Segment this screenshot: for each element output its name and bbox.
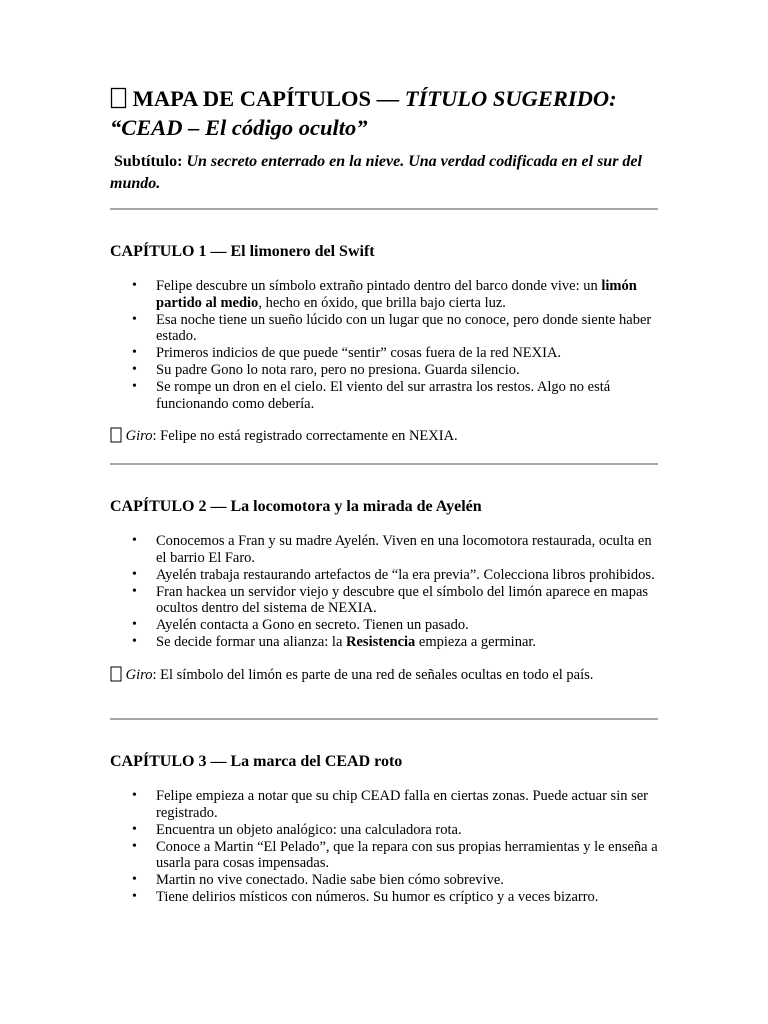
list-item: • Fran hackea un servidor viejo y descubre que el símbolo del limón aparece en mapas ocultos dentro del sistema de NEXIA. <box>132 583 649 616</box>
chapter-bullets <box>110 533 658 651</box>
missing-glyph-icon <box>110 666 122 682</box>
bullet-icon: • <box>132 533 137 548</box>
bullet-icon: • <box>132 345 137 360</box>
bullet-icon: • <box>132 362 137 377</box>
chapter-3 <box>110 752 658 906</box>
twist-label: Giro <box>125 666 153 683</box>
chapter-heading: CAPÍTULO 3 — La marca del CEAD roto <box>110 753 403 770</box>
chapter-1 <box>110 242 658 445</box>
chapter-heading: CAPÍTULO 2 — La locomotora y la mirada de Ayelén <box>110 498 482 515</box>
list-item: • Ayelén contacta a Gono en secreto. Tienen un pasado. <box>132 617 469 633</box>
bullet-icon: • <box>132 379 137 394</box>
divider <box>110 718 658 720</box>
bullet-icon: • <box>132 566 137 582</box>
bullet-icon: • <box>132 634 137 649</box>
list-item: • Esa noche tiene un sueño lúcido con un lugar que no conoce, pero donde siente haber estado. <box>132 311 652 344</box>
twist-text: : El símbolo del limón es parte de una red de señales ocultas en todo el país. <box>152 666 594 683</box>
list-item: • Encuentra un objeto analógico: una calculadora rota. <box>132 821 462 838</box>
twist-text: : Felipe no está registrado correctamente en NEXIA. <box>152 428 458 444</box>
list-item: • Se decide formar una alianza: la Resistencia empieza a germinar. <box>132 634 537 650</box>
chapter-twist <box>110 666 658 684</box>
subtitle-label: Subtítulo: <box>114 153 183 170</box>
list-item: • Conocemos a Fran y su madre Ayelén. Viven en una locomotora restaurada, oculta en el barrio El Faro. <box>132 533 652 566</box>
list-item: • Conoce a Martin “El Pelado”, que la repara con sus propias herramientas y le enseña a usarla para cosas impensadas. <box>132 838 658 871</box>
list-item: • Se rompe un dron en el cielo. El viento del sur arrastra los restos. Algo no está funcionando como debería. <box>132 379 611 412</box>
list-item: • Ayelén trabaja restaurando artefactos de “la era previa”. Colecciona libros prohibidos. <box>132 566 655 583</box>
chapter-heading: CAPÍTULO 1 — El limonero del Swift <box>110 243 375 260</box>
bullet-icon: • <box>132 278 137 293</box>
list-item: • Tiene delirios místicos con números. Su humor es críptico y a veces bizarro. <box>132 889 599 905</box>
chapter-bullets <box>110 278 658 412</box>
list-item: • Primeros indicios de que puede “sentir” cosas fuera de la red NEXIA. <box>132 345 562 361</box>
list-item: • Su padre Gono lo nota raro, pero no presiona. Guarda silencio. <box>132 362 520 378</box>
divider <box>110 463 658 465</box>
subtitle <box>110 151 658 195</box>
bullet-icon: • <box>132 821 137 837</box>
list-item: • Felipe empieza a notar que su chip CEAD falla en ciertas zonas. Puede actuar sin ser registrado. <box>132 788 649 821</box>
chapter-2 <box>110 497 658 684</box>
title-suggested: TÍTULO SUGERIDO: “CEAD – El código oculto” <box>110 86 617 140</box>
bullet-icon: • <box>132 583 137 599</box>
chapter-twist <box>110 427 658 445</box>
title-prefix: MAPA DE CAPÍTULOS — <box>132 86 405 111</box>
missing-glyph-icon <box>110 87 127 109</box>
list-item: • Felipe descubre un símbolo extraño pintado dentro del barco donde vive: un limón partido al medio, hecho en óxido, que brilla bajo cierta luz. <box>132 278 637 311</box>
list-item: • Martin no vive conectado. Nadie sabe bien cómo sobrevive. <box>132 872 504 888</box>
divider <box>110 208 658 210</box>
bullet-icon: • <box>132 617 137 632</box>
missing-glyph-icon <box>110 427 122 443</box>
chapter-bullets <box>110 788 658 906</box>
twist-label: Giro <box>125 428 153 444</box>
bullet-icon: • <box>132 889 137 904</box>
subtitle-text: Un secreto enterrado en la nieve. Una verdad codificada en el sur del mundo. <box>110 153 642 192</box>
bullet-icon: • <box>132 838 137 854</box>
bullet-icon: • <box>132 311 137 327</box>
bullet-icon: • <box>132 788 137 803</box>
page-title <box>110 84 658 142</box>
bullet-icon: • <box>132 872 137 887</box>
